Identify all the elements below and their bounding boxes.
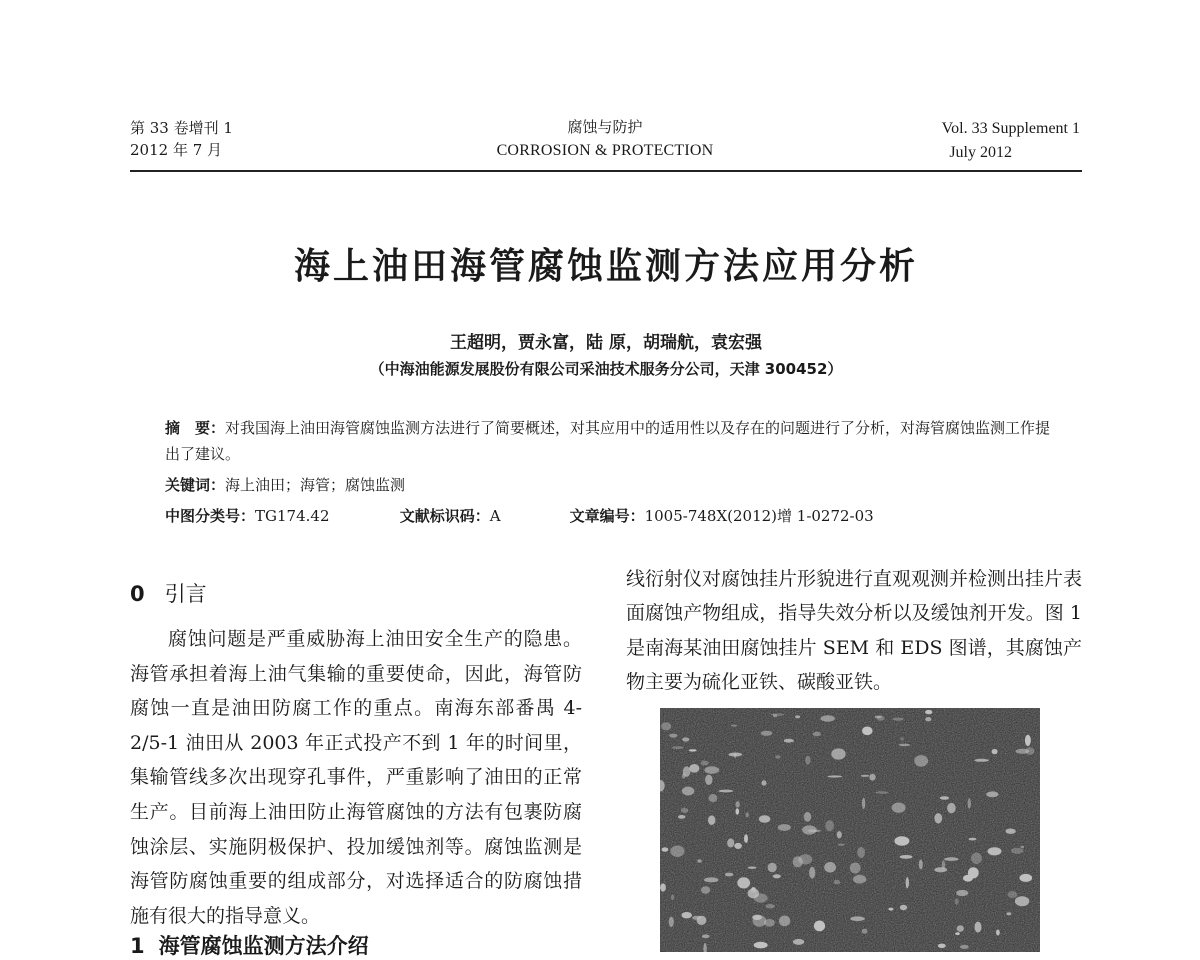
right-column-text: 线衍射仪对腐蚀挂片形貌进行直观观测并检测出挂片表面腐蚀产物组成，指导失效分析以及缓蚀剂开发。图 1 是南海某油田腐蚀挂片 SEM 和 EDS 图谱，其腐蚀产物主要为硫化亚铁、碳酸亚铁。 bbox=[626, 568, 1083, 693]
sem-particle bbox=[986, 791, 998, 797]
art-label: 文章编号： bbox=[569, 507, 645, 525]
sem-particle bbox=[947, 803, 956, 813]
sem-particle bbox=[821, 715, 835, 721]
sem-particle bbox=[805, 756, 810, 765]
sem-particle bbox=[762, 780, 767, 785]
sem-particle bbox=[804, 812, 812, 822]
issue-date: 2012 年 7 月 bbox=[130, 141, 223, 159]
sem-particle bbox=[942, 860, 946, 869]
sem-particle bbox=[736, 801, 740, 807]
sem-particle bbox=[969, 838, 977, 841]
sem-particle bbox=[974, 759, 989, 762]
sem-particle bbox=[682, 787, 694, 796]
journal-name bbox=[440, 115, 770, 163]
keywords-label: 关键词： bbox=[165, 476, 226, 494]
journal-name-cn: 腐蚀与防护 bbox=[567, 118, 643, 136]
sem-particle bbox=[1006, 829, 1016, 834]
sem-particle bbox=[737, 877, 750, 888]
abstract-label: 摘 要： bbox=[165, 419, 226, 437]
sem-particle bbox=[1019, 874, 1032, 882]
clc-value: TG174.42 bbox=[255, 507, 330, 525]
sem-particle bbox=[708, 794, 717, 802]
abstract bbox=[165, 415, 1055, 467]
sem-particle bbox=[731, 725, 737, 727]
sem-particle bbox=[736, 808, 740, 814]
sem-particle bbox=[753, 915, 767, 927]
doc-value: A bbox=[489, 507, 501, 525]
doc-label: 文献标识码： bbox=[399, 507, 490, 525]
sem-particle bbox=[957, 925, 964, 932]
sem-particle bbox=[754, 942, 768, 949]
sem-particle bbox=[670, 846, 684, 857]
sem-particle bbox=[975, 922, 982, 933]
sem-particle bbox=[825, 820, 834, 831]
sem-particle bbox=[697, 859, 701, 863]
sem-particle bbox=[861, 775, 870, 777]
sem-particle bbox=[900, 855, 913, 859]
sem-particle bbox=[971, 853, 982, 865]
sem-particle bbox=[940, 796, 949, 799]
sem-particle bbox=[809, 867, 815, 879]
sem-particle bbox=[759, 815, 771, 822]
sem-particle bbox=[968, 867, 979, 878]
sem-particle bbox=[746, 812, 749, 817]
sem-particle bbox=[899, 744, 910, 747]
sem-particle bbox=[1015, 749, 1029, 754]
sem-micrograph-image bbox=[660, 708, 1040, 952]
doc-code bbox=[400, 503, 565, 529]
section-1-title: 海管腐蚀监测方法介绍 bbox=[158, 934, 369, 958]
section-0-title: 引言 bbox=[164, 582, 207, 606]
sem-particle bbox=[988, 847, 1002, 855]
sem-micrograph-graphic bbox=[660, 708, 1040, 952]
sem-particle bbox=[996, 930, 1000, 936]
sem-particle bbox=[827, 775, 842, 777]
sem-particle bbox=[682, 912, 692, 918]
sem-particle bbox=[689, 764, 699, 773]
sem-particle bbox=[761, 731, 773, 736]
sem-particle bbox=[766, 904, 775, 908]
section-0-number: 0 bbox=[130, 582, 145, 606]
sem-particle bbox=[1008, 891, 1018, 898]
sem-particle bbox=[960, 945, 969, 949]
sem-particle bbox=[1011, 848, 1023, 854]
journal-volume-info bbox=[130, 117, 233, 161]
sem-particle bbox=[892, 803, 906, 813]
sem-particle bbox=[661, 722, 671, 730]
sem-particle bbox=[850, 916, 865, 921]
sem-particle bbox=[831, 748, 845, 759]
sem-particle bbox=[768, 863, 777, 873]
sem-particle bbox=[725, 873, 733, 877]
sem-particle bbox=[681, 808, 689, 813]
sem-particle bbox=[748, 889, 759, 899]
sem-particle bbox=[708, 815, 715, 825]
classification-row bbox=[165, 503, 1055, 529]
sem-particle bbox=[669, 734, 677, 738]
sem-particle bbox=[660, 883, 666, 891]
sem-particle bbox=[900, 905, 907, 910]
sem-particle bbox=[814, 921, 825, 932]
sem-particle bbox=[678, 815, 685, 819]
sem-particle bbox=[669, 917, 674, 927]
paper-title: 海上油田海管腐蚀监测方法应用分析 bbox=[293, 246, 918, 287]
volume-en: Vol. 33 Supplement 1 bbox=[941, 120, 1080, 137]
authors: 王超明，贾永富，陆 原，胡瑞航，袁宏强 bbox=[450, 333, 762, 353]
header-rule bbox=[130, 170, 1082, 172]
sem-particle bbox=[914, 755, 928, 767]
journal-volume-en bbox=[860, 117, 1080, 165]
volume-issue: 第 33 卷增刊 1 bbox=[130, 119, 233, 137]
sem-particle bbox=[671, 895, 674, 901]
sem-particle bbox=[877, 715, 885, 720]
sem-particle bbox=[692, 916, 701, 920]
sem-particle bbox=[793, 939, 804, 945]
sem-particle bbox=[775, 755, 780, 758]
sem-particle bbox=[704, 877, 719, 882]
sem-particle bbox=[734, 843, 742, 849]
sem-particle bbox=[802, 825, 817, 834]
sem-particle bbox=[1006, 912, 1011, 915]
keywords bbox=[165, 472, 405, 498]
sem-particle bbox=[893, 718, 904, 721]
sem-particle bbox=[773, 874, 781, 878]
sem-particle bbox=[838, 844, 845, 846]
sem-particle bbox=[718, 790, 733, 793]
sem-particle bbox=[682, 737, 689, 741]
sem-particle bbox=[968, 798, 971, 808]
sem-particle bbox=[862, 727, 873, 736]
sem-particle bbox=[956, 890, 968, 896]
sem-particle bbox=[784, 739, 794, 743]
sem-particle bbox=[837, 831, 842, 838]
keywords-text: 海上油田；海管；腐蚀监测 bbox=[225, 476, 406, 494]
sem-particle bbox=[662, 847, 669, 851]
sem-particle bbox=[705, 775, 712, 785]
sem-particle bbox=[795, 715, 800, 718]
sem-particle bbox=[1015, 896, 1029, 906]
sem-particle bbox=[728, 753, 742, 757]
sem-particle bbox=[876, 791, 888, 793]
section-0-body: 腐蚀问题是严重威胁海上油田安全生产的隐患。海管承担着海上油气集输的重要使命，因此，海管防腐蚀一直是油田防腐工作的重点。南海东部番禺 4-2/5-1 油田从 2003 年正式投产不到 1 年的时间里，集输管线多次出现穿孔事件，严重影响了油田的正常生产。目前海上油田防止海管腐蚀的方法有包裹防腐蚀涂层、实施阴极保护、投加缓蚀剂等。腐蚀监测是海管防腐蚀重要的组成部分，对选择适合的防腐蚀措施有很大的指导意义。 bbox=[130, 628, 582, 927]
sem-particle bbox=[955, 932, 960, 935]
sem-particle bbox=[938, 944, 946, 948]
date-en: July 2012 bbox=[949, 144, 1012, 161]
sem-particle bbox=[906, 877, 909, 888]
sem-particle bbox=[869, 774, 875, 781]
sem-particle bbox=[672, 746, 684, 749]
sem-particle bbox=[824, 862, 836, 873]
sem-particle bbox=[744, 834, 748, 843]
sem-particle bbox=[834, 880, 841, 884]
sem-particle bbox=[727, 838, 734, 847]
sem-particle bbox=[925, 717, 931, 721]
sem-particle bbox=[704, 766, 719, 774]
sem-particle bbox=[944, 857, 958, 861]
sem-particle bbox=[748, 867, 757, 869]
sem-particle bbox=[779, 916, 790, 927]
section-1-number: 1 bbox=[130, 934, 145, 958]
sem-particle bbox=[955, 898, 959, 904]
clc-code bbox=[165, 503, 395, 529]
sem-particle bbox=[857, 847, 865, 858]
sem-particle bbox=[862, 929, 868, 934]
section-0-heading bbox=[130, 578, 207, 608]
sem-particle bbox=[934, 867, 947, 872]
sem-particle bbox=[934, 813, 942, 823]
sem-particle bbox=[1021, 846, 1025, 848]
sem-particle bbox=[853, 875, 866, 884]
sem-particle bbox=[888, 908, 893, 911]
sem-particle bbox=[894, 836, 909, 845]
abstract-text: 对我国海上油田海管腐蚀监测方法进行了简要概述，对其应用中的适用性以及存在的问题进行了分析，对海管腐蚀监测工作提出了建议。 bbox=[165, 419, 1051, 463]
sem-particle bbox=[862, 798, 865, 809]
art-value: 1005-748X(2012)增 1-0272-03 bbox=[644, 507, 874, 525]
journal-name-en: CORROSION & PROTECTION bbox=[496, 142, 714, 159]
affiliation: （中海油能源发展股份有限公司采油技术服务分公司，天津 300452） bbox=[369, 360, 843, 378]
clc-label: 中图分类号： bbox=[165, 507, 256, 525]
article-number bbox=[570, 503, 874, 529]
sem-particle bbox=[992, 749, 998, 754]
sem-particle bbox=[701, 761, 709, 766]
sem-particle bbox=[689, 749, 697, 751]
sem-particle bbox=[925, 710, 932, 714]
sem-particle bbox=[701, 886, 710, 893]
sem-particle bbox=[773, 714, 777, 717]
sem-particle bbox=[702, 934, 710, 938]
sem-particle bbox=[813, 732, 821, 737]
sem-particle bbox=[1025, 735, 1031, 746]
section-1-heading bbox=[130, 930, 369, 960]
sem-particle bbox=[850, 863, 861, 874]
sem-particle bbox=[901, 737, 904, 740]
sem-particle bbox=[919, 860, 923, 870]
sem-particle bbox=[778, 824, 791, 831]
sem-particle bbox=[798, 854, 812, 864]
